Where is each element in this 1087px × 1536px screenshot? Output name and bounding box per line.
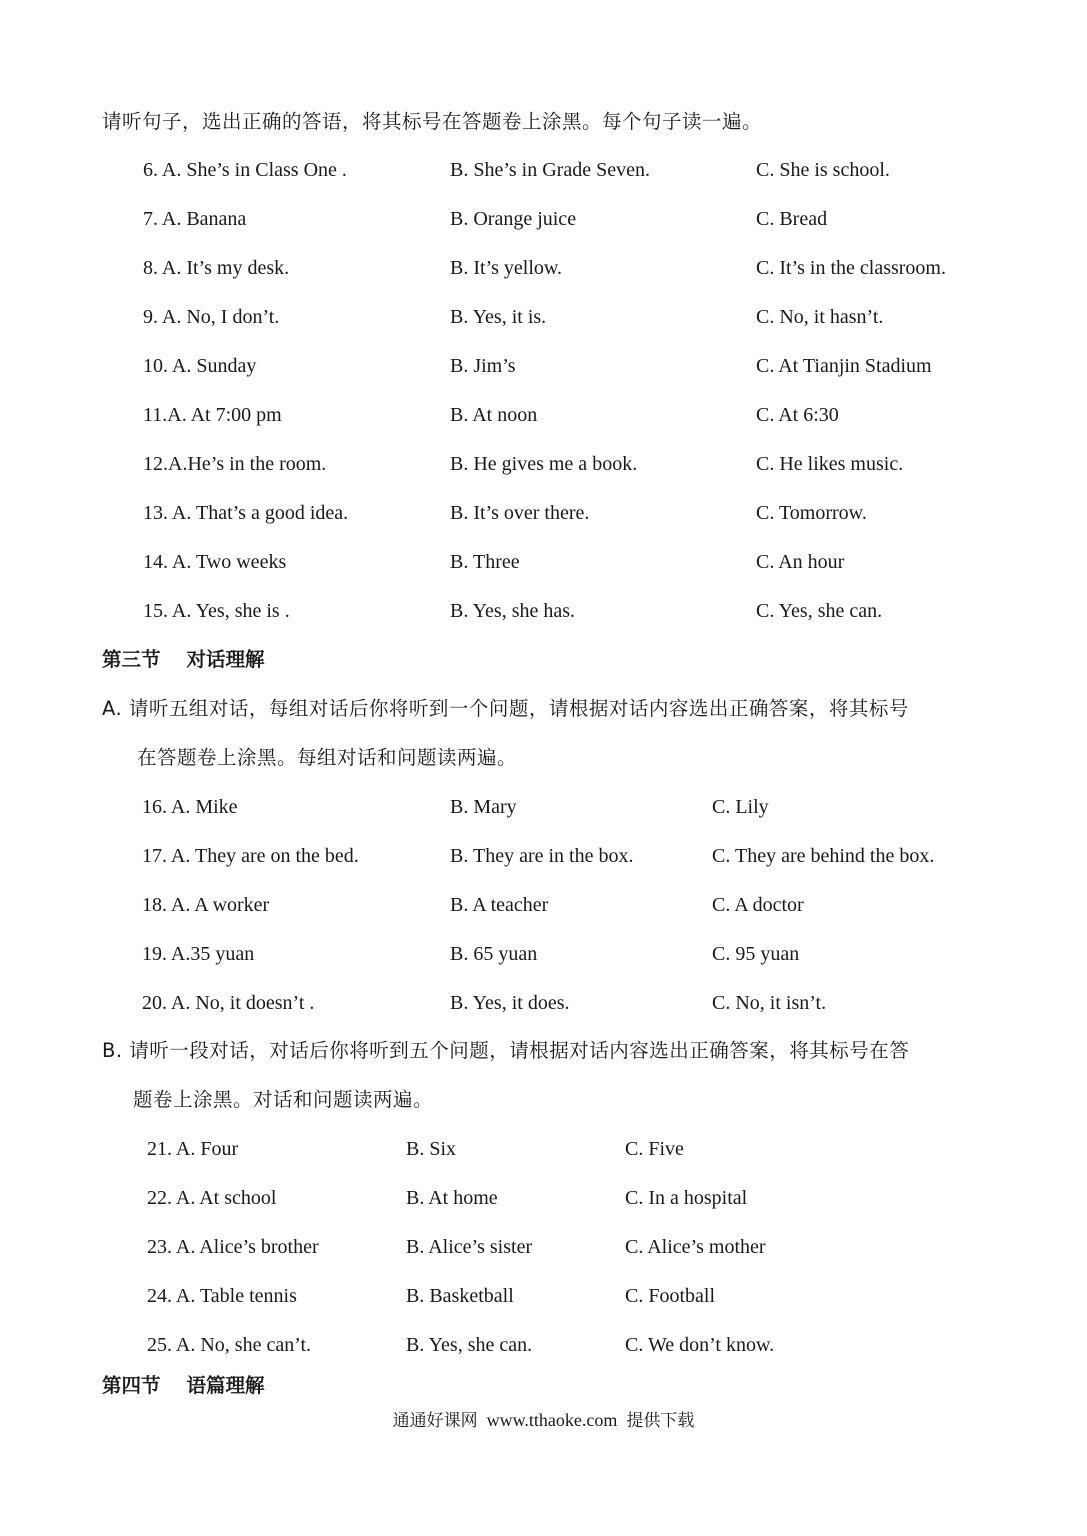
option-b: B. Basketball	[406, 1285, 514, 1307]
option-a: 11.A. At 7:00 pm	[143, 404, 282, 426]
footer-site-name: 通通好课网	[392, 1411, 478, 1431]
option-b: B. Yes, she can.	[406, 1334, 533, 1356]
page-footer	[0, 1408, 1087, 1433]
partB-instructions-line2: 题卷上涂黑。对话和问题读两遍。	[133, 1088, 434, 1111]
option-b: B. Six	[406, 1138, 457, 1160]
option-b: B. Yes, it is.	[450, 306, 547, 328]
option-a: 24. A. Table tennis	[147, 1285, 297, 1307]
section4-number: 第四节	[102, 1374, 161, 1397]
listening-instructions: 请听句子，选出正确的答语，将其标号在答题卷上涂黑。每个句子读一遍。	[102, 110, 763, 133]
option-c: C. No, it hasn’t.	[756, 306, 884, 328]
question-row	[0, 990, 1087, 1016]
section3-title: 对话理解	[186, 648, 265, 671]
question-row	[0, 892, 1087, 918]
option-b: B. Jim’s	[450, 355, 516, 377]
section3-heading	[102, 647, 265, 673]
option-b: B. It’s yellow.	[450, 257, 563, 279]
section3-number: 第三节	[102, 648, 161, 671]
option-c: C. An hour	[756, 551, 845, 573]
option-c: C. Lily	[712, 796, 769, 818]
option-b: B. At noon	[450, 404, 538, 426]
option-b: B. Mary	[450, 796, 517, 818]
question-row	[0, 1332, 1087, 1358]
question-row	[0, 794, 1087, 820]
footer-url: www.tthaoke.com	[486, 1410, 618, 1430]
question-row	[0, 1185, 1087, 1211]
option-a: 16. A. Mike	[142, 796, 238, 818]
partA-instructions-line1: A. 请听五组对话，每组对话后你将听到一个问题，请根据对话内容选出正确答案，将其标号	[102, 697, 909, 720]
option-c: C. Alice’s mother	[625, 1236, 766, 1258]
option-c: C. A doctor	[712, 894, 804, 916]
option-a: 25. A. No, she can’t.	[147, 1334, 312, 1356]
option-c: C. At Tianjin Stadium	[756, 355, 932, 377]
option-c: C. We don’t know.	[625, 1334, 775, 1356]
option-c: C. They are behind the box.	[712, 845, 935, 867]
option-b: B. Yes, it does.	[450, 992, 570, 1014]
option-c: C. Bread	[756, 208, 828, 230]
option-c: C. 95 yuan	[712, 943, 800, 965]
option-b: B. A teacher	[450, 894, 549, 916]
option-b: B. He gives me a book.	[450, 453, 638, 475]
question-row	[0, 157, 1087, 183]
option-b: B. They are in the box.	[450, 845, 634, 867]
question-row	[0, 549, 1087, 575]
option-b: B. At home	[406, 1187, 498, 1209]
option-c: C. Football	[625, 1285, 716, 1307]
option-c: C. He likes music.	[756, 453, 904, 475]
question-row	[0, 304, 1087, 330]
option-a: 8. A. It’s my desk.	[143, 257, 290, 279]
option-a: 22. A. At school	[147, 1187, 277, 1209]
option-a: 7. A. Banana	[143, 208, 247, 230]
option-a: 21. A. Four	[147, 1138, 239, 1160]
option-b: B. Yes, she has.	[450, 600, 576, 622]
question-row	[0, 402, 1087, 428]
partA-instructions-line2: 在答题卷上涂黑。每组对话和问题读两遍。	[137, 746, 518, 769]
option-a: 19. A.35 yuan	[142, 943, 255, 965]
section4-heading	[102, 1373, 265, 1399]
question-row	[0, 500, 1087, 526]
option-a: 18. A. A worker	[142, 894, 270, 916]
option-a: 12.A.He’s in the room.	[143, 453, 327, 475]
option-c: C. In a hospital	[625, 1187, 748, 1209]
option-b: B. Orange juice	[450, 208, 577, 230]
question-row	[0, 206, 1087, 232]
question-row	[0, 1234, 1087, 1260]
option-a: 13. A. That’s a good idea.	[143, 502, 349, 524]
option-b: B. It’s over there.	[450, 502, 590, 524]
question-row	[0, 353, 1087, 379]
option-b: B. 65 yuan	[450, 943, 538, 965]
question-row	[0, 941, 1087, 967]
option-c: C. At 6:30	[756, 404, 839, 426]
partB-instructions-line1: B. 请听一段对话，对话后你将听到五个问题，请根据对话内容选出正确答案，将其标号在答	[102, 1039, 910, 1062]
option-a: 6. A. She’s in Class One .	[143, 159, 347, 181]
question-row	[0, 598, 1087, 624]
option-a: 20. A. No, it doesn’t .	[142, 992, 315, 1014]
option-a: 17. A. They are on the bed.	[142, 845, 359, 867]
option-b: B. She’s in Grade Seven.	[450, 159, 650, 181]
option-b: B. Alice’s sister	[406, 1236, 533, 1258]
option-c: C. No, it isn’t.	[712, 992, 827, 1014]
option-c: C. Tomorrow.	[756, 502, 867, 524]
question-row	[0, 451, 1087, 477]
question-row	[0, 1283, 1087, 1309]
option-c: C. Five	[625, 1138, 684, 1160]
question-row	[0, 843, 1087, 869]
question-row	[0, 255, 1087, 281]
option-a: 10. A. Sunday	[143, 355, 257, 377]
option-a: 14. A. Two weeks	[143, 551, 287, 573]
option-b: B. Three	[450, 551, 520, 573]
question-row	[0, 1136, 1087, 1162]
option-c: C. Yes, she can.	[756, 600, 883, 622]
option-a: 15. A. Yes, she is .	[143, 600, 290, 622]
option-a: 23. A. Alice’s brother	[147, 1236, 319, 1258]
option-a: 9. A. No, I don’t.	[143, 306, 280, 328]
footer-suffix: 提供下载	[626, 1411, 695, 1431]
section4-title: 语篇理解	[186, 1374, 265, 1397]
option-c: C. It’s in the classroom.	[756, 257, 946, 279]
option-c: C. She is school.	[756, 159, 890, 181]
